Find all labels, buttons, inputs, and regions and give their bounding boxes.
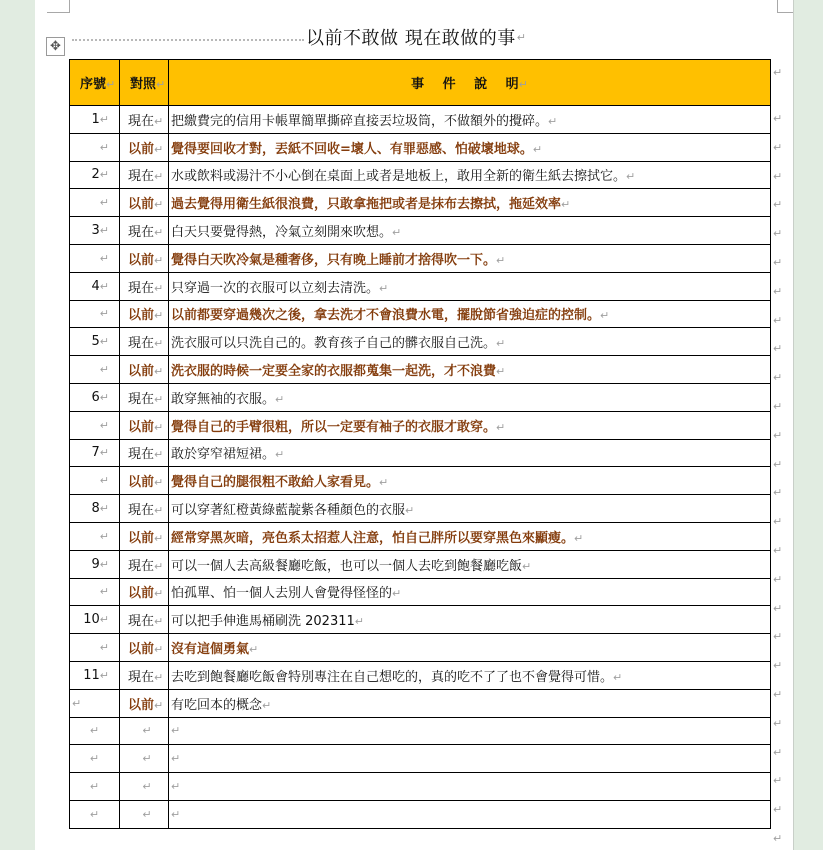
- cell-compare[interactable]: [120, 161, 169, 189]
- cell-number[interactable]: [70, 550, 120, 578]
- cell-description[interactable]: [169, 800, 771, 828]
- paragraph-mark-icon: ↵: [89, 807, 100, 821]
- paragraph-mark-icon: ↵: [154, 226, 164, 240]
- cell-description[interactable]: [169, 467, 771, 495]
- table-row: [70, 550, 771, 578]
- row-end-mark-icon: ↵: [773, 544, 783, 557]
- paragraph-mark-icon: ↵: [154, 420, 164, 434]
- compare-label: 現在: [128, 391, 155, 407]
- cell-number[interactable]: [70, 689, 120, 717]
- cell-compare[interactable]: [120, 133, 169, 161]
- row-end-mark-icon: ↵: [773, 659, 783, 673]
- paragraph-mark-icon: ↵: [171, 752, 181, 766]
- cell-number[interactable]: [70, 161, 120, 189]
- paragraph-mark-icon: ↵: [379, 476, 389, 490]
- compare-label: 現在: [128, 503, 155, 519]
- paragraph-mark-icon: ↵: [99, 224, 109, 238]
- cell-number[interactable]: [70, 272, 120, 300]
- header-description[interactable]: 事 件 說 明↵: [169, 60, 771, 106]
- cell-number[interactable]: [70, 189, 120, 217]
- paragraph-mark-icon: ↵: [154, 643, 164, 657]
- cell-description[interactable]: [169, 161, 771, 189]
- description-text: 去吃到飽餐廳吃飯會特別專注在自己想吃的，真的吃不了了也不會覺得可惜。: [171, 669, 614, 685]
- paragraph-mark-icon: ↵: [154, 142, 164, 156]
- description-text: 只穿過一次的衣服可以立刻去清洗。: [171, 280, 380, 296]
- paragraph-mark-icon: ↵: [354, 615, 364, 629]
- paragraph-mark-icon: ↵: [99, 641, 109, 655]
- row-end-mark-icon: ↵: [773, 342, 783, 356]
- compare-label: 以前: [128, 530, 155, 546]
- cell-number[interactable]: [70, 773, 120, 801]
- cell-compare[interactable]: [120, 578, 169, 606]
- cell-compare[interactable]: [120, 717, 169, 745]
- compare-label: 以前: [128, 364, 155, 380]
- table-row: [70, 411, 771, 439]
- table-row: [70, 634, 771, 662]
- cell-description[interactable]: [169, 606, 771, 634]
- cell-compare[interactable]: [120, 522, 169, 550]
- paragraph-mark-icon: ↵: [600, 309, 610, 323]
- paragraph-mark-icon: ↵: [99, 363, 109, 377]
- table-row: [70, 189, 771, 217]
- cell-description[interactable]: [169, 217, 771, 245]
- paragraph-mark-icon: ↵: [405, 504, 415, 518]
- cell-number[interactable]: [70, 217, 120, 245]
- compare-label: 現在: [128, 336, 155, 352]
- cell-number[interactable]: [70, 300, 120, 328]
- paragraph-mark-icon: ↵: [379, 281, 389, 295]
- row-number: 7: [91, 445, 100, 461]
- cell-description[interactable]: [169, 495, 771, 523]
- cell-number[interactable]: [70, 606, 120, 634]
- cell-description[interactable]: [169, 411, 771, 439]
- cell-number[interactable]: [70, 244, 120, 272]
- paragraph-mark-icon: ↵: [392, 587, 402, 601]
- table-row: [70, 356, 771, 384]
- table-row: [70, 495, 771, 523]
- cell-compare[interactable]: [120, 606, 169, 634]
- row-end-mark-icon: ↵: [773, 572, 783, 586]
- compare-label: 以前: [128, 475, 155, 491]
- description-text: 沒有這個勇氣: [171, 642, 250, 658]
- description-text: 白天只要覺得熱，冷氣立刻開來吹想。: [171, 225, 393, 241]
- cell-description[interactable]: [169, 745, 771, 773]
- paragraph-mark-icon: ↵: [99, 668, 109, 682]
- table-row: [70, 300, 771, 328]
- row-end-mark-icon: ↵: [773, 140, 783, 154]
- row-end-mark-icon: ↵: [773, 601, 783, 615]
- title-tab-leader: [72, 39, 304, 41]
- row-end-mark-icon: ↵: [773, 515, 783, 529]
- document-title[interactable]: 以前不敢做 現在敢做的事: [306, 28, 516, 49]
- row-end-mark-icon: ↵: [773, 803, 783, 817]
- paragraph-mark-icon: ↵: [106, 78, 116, 91]
- paragraph-mark-icon: ↵: [99, 307, 109, 321]
- cell-compare[interactable]: [120, 439, 169, 467]
- compare-label: 以前: [128, 586, 155, 602]
- cell-compare[interactable]: [120, 495, 169, 523]
- row-end-mark-icon: ↵: [773, 256, 783, 269]
- table-row: [70, 773, 771, 801]
- table-header-row: [70, 60, 771, 106]
- compare-label: 現在: [128, 669, 155, 685]
- cell-description[interactable]: [169, 356, 771, 384]
- table-row: [70, 133, 771, 161]
- compare-label: 現在: [128, 280, 155, 296]
- compare-label: 以前: [128, 419, 155, 435]
- paragraph-mark-icon: ↵: [89, 780, 100, 794]
- table-move-handle-icon[interactable]: ✥: [46, 37, 65, 56]
- row-number: 4: [91, 278, 100, 294]
- paragraph-mark-icon: ↵: [89, 752, 100, 766]
- cell-description[interactable]: [169, 244, 771, 272]
- cell-number[interactable]: [70, 661, 120, 689]
- description-text: 覺得白天吹冷氣是種奢侈，只有晚上睡前才捨得吹一下。: [171, 252, 497, 268]
- paragraph-mark-icon: ↵: [154, 170, 164, 184]
- paragraph-mark-icon: ↵: [154, 531, 164, 545]
- row-end-mark-icon: ↵: [773, 745, 783, 759]
- paragraph-mark-icon: ↵: [99, 613, 109, 627]
- cell-compare[interactable]: [120, 773, 169, 801]
- table-row: [70, 328, 771, 356]
- paragraph-mark-icon: ↵: [89, 724, 100, 738]
- cell-description[interactable]: [169, 773, 771, 801]
- cell-description[interactable]: [169, 300, 771, 328]
- paragraph-mark-icon: ↵: [275, 448, 285, 462]
- compare-label: 以前: [128, 197, 155, 213]
- table-row: [70, 800, 771, 828]
- paragraph-mark-icon: ↵: [275, 392, 285, 406]
- paragraph-mark-icon: ↵: [561, 198, 571, 212]
- cell-compare[interactable]: [120, 661, 169, 689]
- compare-label: 以前: [128, 141, 155, 157]
- cell-description[interactable]: [169, 717, 771, 745]
- cell-description[interactable]: [169, 550, 771, 578]
- row-end-mark-icon: ↵: [773, 284, 783, 298]
- description-text: 過去覺得用衛生紙很浪費，只敢拿拖把或者是抹布去擦拭，拖延效率: [171, 197, 562, 213]
- paragraph-mark-icon: ↵: [99, 529, 109, 543]
- cell-description[interactable]: [169, 106, 771, 134]
- paragraph-mark-icon: ↵: [154, 337, 164, 351]
- cell-number[interactable]: [70, 745, 120, 773]
- paragraph-mark-icon: ↵: [516, 30, 526, 44]
- row-end-mark-icon: ↵: [773, 457, 783, 471]
- description-text: 以前都要穿過幾次之後，拿去洗才不會浪費水電，擺脫節省強迫症的控制。: [171, 308, 601, 324]
- cell-description[interactable]: [169, 634, 771, 662]
- paragraph-mark-icon: ↵: [154, 698, 164, 712]
- table-row: [70, 244, 771, 272]
- events-table[interactable]: [69, 59, 771, 829]
- cell-compare[interactable]: [120, 244, 169, 272]
- row-end-mark-icon: ↵: [773, 832, 783, 845]
- cell-compare[interactable]: [120, 328, 169, 356]
- paragraph-mark-icon: ↵: [99, 251, 109, 265]
- paragraph-mark-icon: ↵: [154, 198, 164, 212]
- description-text: 敢於穿窄裙短裙。: [171, 447, 276, 463]
- paragraph-mark-icon: ↵: [99, 140, 109, 154]
- cell-compare[interactable]: [120, 300, 169, 328]
- row-number: 1: [91, 111, 100, 127]
- paragraph-mark-icon: ↵: [99, 390, 109, 404]
- paragraph-mark-icon: ↵: [142, 807, 152, 821]
- cell-number[interactable]: [70, 411, 120, 439]
- cell-number[interactable]: [70, 634, 120, 662]
- compare-label: 現在: [128, 225, 155, 241]
- paragraph-mark-icon: ↵: [99, 418, 109, 432]
- paragraph-mark-icon: ↵: [99, 474, 109, 488]
- table-row: [70, 272, 771, 300]
- cell-compare[interactable]: [120, 411, 169, 439]
- paragraph-mark-icon: ↵: [154, 448, 164, 462]
- description-text: 水或飲料或湯汁不小心倒在桌面上或者是地板上，敢用全新的衛生紙去擦拭它。: [171, 169, 627, 185]
- description-text: 洗衣服的時候一定要全家的衣服都蒐集一起洗，才不浪費: [171, 364, 497, 380]
- table-row: [70, 439, 771, 467]
- row-number: 3: [91, 223, 100, 239]
- paragraph-mark-icon: ↵: [392, 226, 402, 240]
- cell-description[interactable]: [169, 133, 771, 161]
- table-row: [70, 606, 771, 634]
- description-text: 可以穿著紅橙黃綠藍靛紫各種顏色的衣服: [171, 503, 406, 519]
- description-text: 可以一個人去高級餐廳吃飯，也可以一個人去吃到飽餐廳吃飯: [171, 558, 523, 574]
- cell-compare[interactable]: [120, 106, 169, 134]
- paragraph-mark-icon: ↵: [156, 78, 166, 91]
- left-workspace-margin: [0, 0, 36, 850]
- cell-compare[interactable]: [120, 550, 169, 578]
- description-text: 可以把手伸進馬桶刷洗 202311: [171, 614, 355, 630]
- description-text: 覺得自己的手臂很粗，所以一定要有袖子的衣服才敢穿。: [171, 419, 497, 435]
- row-end-mark-icon: ↵: [773, 716, 783, 730]
- row-end-mark-icon: ↵: [773, 371, 783, 385]
- cell-number[interactable]: [70, 800, 120, 828]
- cell-number[interactable]: [70, 578, 120, 606]
- paragraph-mark-icon: ↵: [171, 807, 181, 821]
- cell-number[interactable]: [70, 356, 120, 384]
- paragraph-mark-icon: ↵: [142, 780, 152, 794]
- paragraph-mark-icon: ↵: [171, 780, 181, 794]
- row-end-mark-icon: ↵: [773, 227, 783, 241]
- cell-description[interactable]: [169, 578, 771, 606]
- compare-label: 現在: [128, 614, 155, 630]
- paragraph-mark-icon: ↵: [154, 559, 164, 573]
- cell-description[interactable]: [169, 439, 771, 467]
- row-end-mark-icon: ↵: [773, 774, 783, 788]
- table-row: [70, 161, 771, 189]
- row-number: 2: [91, 167, 100, 183]
- paragraph-mark-icon: ↵: [249, 643, 259, 657]
- cell-compare[interactable]: [120, 217, 169, 245]
- description-text: 洗衣服可以只洗自己的。教育孩子自己的髒衣服自己洗。: [171, 336, 497, 352]
- paragraph-mark-icon: ↵: [142, 752, 152, 766]
- cell-number[interactable]: [70, 439, 120, 467]
- paragraph-mark-icon: ↵: [154, 587, 164, 601]
- paragraph-mark-icon: ↵: [496, 420, 506, 434]
- row-end-mark-icon: ↵: [773, 66, 783, 79]
- row-number: 11: [83, 667, 100, 683]
- paragraph-mark-icon: ↵: [154, 309, 164, 323]
- description-text: 覺得要回收才對，丟紙不回收=壞人、有罪惡感、怕破壞地球。: [171, 141, 533, 157]
- paragraph-mark-icon: ↵: [154, 253, 164, 267]
- paragraph-mark-icon: ↵: [548, 114, 558, 128]
- row-end-mark-icon: ↵: [773, 688, 783, 701]
- row-end-mark-icon: ↵: [773, 400, 783, 413]
- paragraph-mark-icon: ↵: [99, 585, 109, 599]
- description-text: 怕孤單、怕一個人去別人會覺得怪怪的: [171, 586, 393, 602]
- cell-description[interactable]: [169, 272, 771, 300]
- cell-description[interactable]: [169, 189, 771, 217]
- paragraph-mark-icon: ↵: [522, 559, 532, 573]
- table-row: [70, 578, 771, 606]
- table-row: [70, 717, 771, 745]
- paragraph-mark-icon: ↵: [154, 392, 164, 406]
- table-row: [70, 217, 771, 245]
- cell-description[interactable]: [169, 383, 771, 411]
- row-number: 10: [83, 612, 100, 628]
- table-row: [70, 467, 771, 495]
- cell-description[interactable]: [169, 661, 771, 689]
- paragraph-mark-icon: ↵: [72, 696, 82, 710]
- page-corner-mark-left: [47, 0, 70, 13]
- row-number: 9: [91, 556, 100, 572]
- cell-compare[interactable]: [120, 745, 169, 773]
- document-title-row: [72, 22, 772, 52]
- cell-number[interactable]: [70, 495, 120, 523]
- compare-label: 現在: [128, 169, 155, 185]
- row-end-mark-icon: ↵: [773, 486, 783, 500]
- cell-number[interactable]: [70, 717, 120, 745]
- paragraph-mark-icon: ↵: [171, 724, 181, 738]
- row-end-mark-icon: ↵: [773, 630, 783, 644]
- cell-number[interactable]: [70, 522, 120, 550]
- row-end-mark-icon: ↵: [773, 169, 783, 183]
- compare-label: 現在: [128, 447, 155, 463]
- paragraph-mark-icon: ↵: [99, 335, 109, 349]
- table-row: [70, 661, 771, 689]
- header-compare[interactable]: 對照↵: [120, 60, 169, 106]
- paragraph-mark-icon: ↵: [154, 365, 164, 379]
- row-end-mark-icon: ↵: [773, 198, 783, 212]
- description-text: 敢穿無袖的衣服。: [171, 391, 276, 407]
- cell-compare[interactable]: [120, 272, 169, 300]
- row-number: 6: [91, 389, 100, 405]
- paragraph-mark-icon: ↵: [154, 476, 164, 490]
- table-row: [70, 383, 771, 411]
- row-end-mark-icon: ↵: [773, 313, 783, 327]
- paragraph-mark-icon: ↵: [518, 78, 528, 91]
- cell-number[interactable]: [70, 467, 120, 495]
- paragraph-mark-icon: ↵: [154, 615, 164, 629]
- paragraph-mark-icon: ↵: [532, 142, 543, 156]
- cell-number[interactable]: [70, 133, 120, 161]
- compare-label: 以前: [128, 697, 155, 713]
- cell-number[interactable]: [70, 328, 120, 356]
- cell-compare[interactable]: [120, 689, 169, 717]
- cell-compare[interactable]: [120, 800, 169, 828]
- compare-label: 以前: [128, 252, 155, 268]
- paragraph-mark-icon: ↵: [99, 112, 109, 126]
- table-row: [70, 745, 771, 773]
- description-text: 有吃回本的概念: [171, 697, 263, 713]
- compare-label: 以前: [128, 308, 155, 324]
- cell-compare[interactable]: [120, 467, 169, 495]
- description-text: 把繳費完的信用卡帳單簡單撕碎直接丟垃圾筒，不做額外的攪碎。: [171, 113, 549, 129]
- cell-description[interactable]: [169, 522, 771, 550]
- table-row: [70, 689, 771, 717]
- row-end-mark-icon: ↵: [773, 112, 783, 125]
- cell-description[interactable]: [169, 328, 771, 356]
- compare-label: 現在: [128, 113, 155, 129]
- paragraph-mark-icon: ↵: [99, 279, 109, 293]
- paragraph-mark-icon: ↵: [142, 724, 152, 738]
- table-row: [70, 522, 771, 550]
- table-row: [70, 106, 771, 134]
- cell-description[interactable]: [169, 689, 771, 717]
- paragraph-mark-icon: ↵: [99, 196, 109, 210]
- description-text: 經常穿黑灰暗，亮色系太招惹人注意，怕自己胖所以要穿黑色來顯瘦。: [171, 530, 575, 546]
- cell-compare[interactable]: [120, 383, 169, 411]
- paragraph-mark-icon: ↵: [154, 281, 164, 295]
- cell-number[interactable]: [70, 383, 120, 411]
- cell-number[interactable]: [70, 106, 120, 134]
- page-corner-mark-right: [777, 0, 793, 13]
- paragraph-mark-icon: ↵: [99, 502, 109, 516]
- cell-compare[interactable]: [120, 356, 169, 384]
- row-end-mark-icon: ↵: [773, 428, 783, 442]
- paragraph-mark-icon: ↵: [262, 698, 272, 712]
- paragraph-mark-icon: ↵: [574, 531, 584, 545]
- paragraph-mark-icon: ↵: [496, 253, 506, 267]
- header-number[interactable]: 序號↵: [70, 60, 120, 106]
- paragraph-mark-icon: ↵: [99, 557, 109, 571]
- paragraph-mark-icon: ↵: [154, 670, 164, 684]
- description-text: 覺得自己的腿很粗不敢給人家看見。: [171, 475, 380, 491]
- paragraph-mark-icon: ↵: [496, 337, 506, 351]
- paragraph-mark-icon: ↵: [496, 365, 506, 379]
- row-number: 8: [91, 501, 100, 517]
- paragraph-mark-icon: ↵: [626, 170, 636, 184]
- paragraph-mark-icon: ↵: [613, 670, 623, 684]
- paragraph-mark-icon: ↵: [99, 168, 109, 182]
- row-number: 5: [91, 334, 100, 350]
- paragraph-mark-icon: ↵: [154, 504, 164, 518]
- paragraph-mark-icon: ↵: [154, 114, 164, 128]
- compare-label: 以前: [128, 642, 155, 658]
- cell-compare[interactable]: [120, 189, 169, 217]
- compare-label: 現在: [128, 558, 155, 574]
- paragraph-mark-icon: ↵: [99, 446, 109, 460]
- cell-compare[interactable]: [120, 634, 169, 662]
